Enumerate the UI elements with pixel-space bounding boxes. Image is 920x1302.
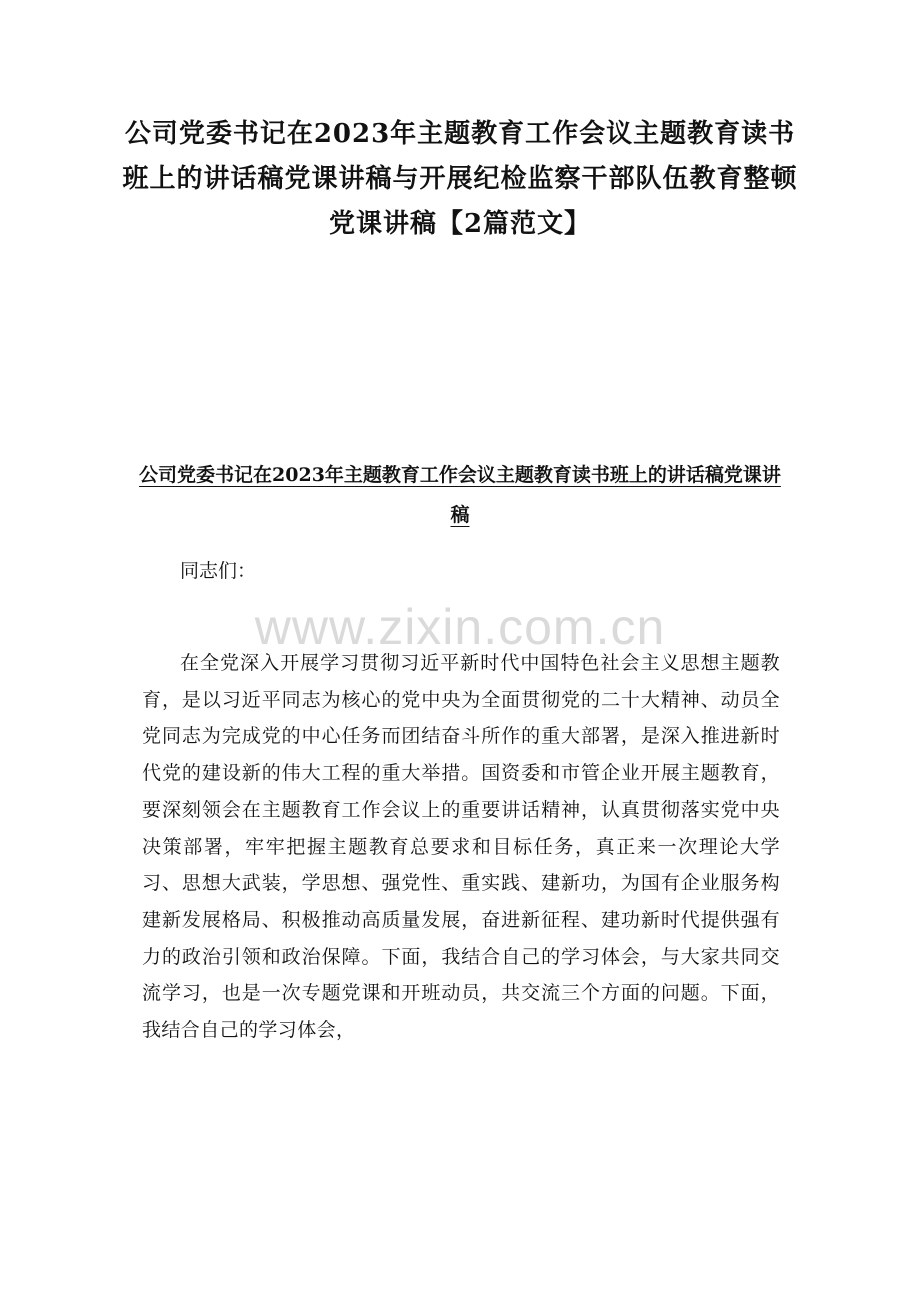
watermark: www.zixin.com.cn (254, 599, 666, 655)
greeting: 同志们： (180, 560, 257, 582)
main-title: 公司党委书记在2023年主题教育工作会议主题教育读书班上的讲话稿党课讲稿与开展纪检监察干部队伍教育整顿党课讲稿【2篇范文】 (122, 119, 798, 239)
body-paragraph: 在全党深入开展学习贯彻习近平新时代中国特色社会主义思想主题教育，是以习近平同志为核心的党中央为全面贯彻党的二十大精神、动员全党同志为完成党的中心任务而团结奋斗所作的重大部署，是深入推进新时代党的建设新的伟大工程的重大举措。国资委和市管企业开展主题教育，要深刻领会在主题教育工作会议上的重要讲话精神，认真贯彻落实党中央决策部署，牢牢把握主题教育总要求和目标任务，真正来一次理论大学习、思想大武装，学思想、强党性、重实践、建新功，为国有企业服务构建新发展格局、积极推动高质量发展，奋进新征程、建功新时代提供强有力的政治引领和政治保障。下面，我结合自己的学习体会，与大家共同交流学习，也是一次专题党课和开班动员，共交流三个方面的问题。下面，我结合自己的学习体会， (142, 652, 780, 1042)
section-title: 公司党委书记在2023年主题教育工作会议主题教育读书班上的讲话稿党课讲稿 (139, 464, 781, 526)
